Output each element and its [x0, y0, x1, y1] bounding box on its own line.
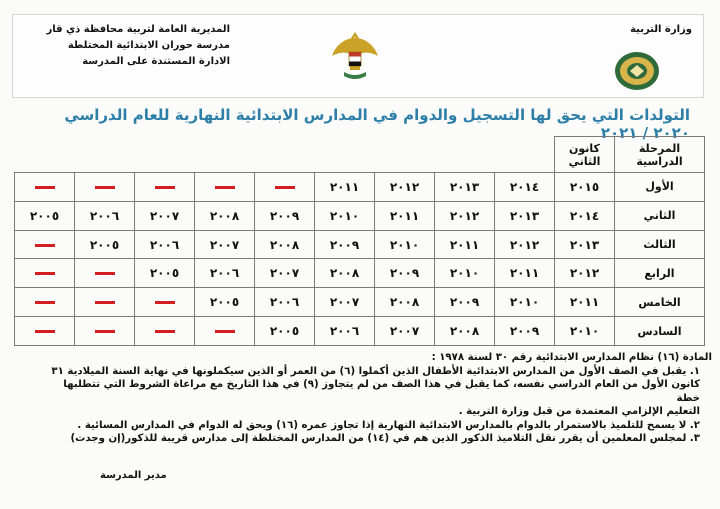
birth-year-cell: ٢٠١٥ [555, 173, 615, 202]
birth-year-cell: ٢٠٠٨ [315, 259, 375, 288]
empty-cell [195, 317, 255, 346]
birth-year-cell: ٢٠٠٨ [255, 230, 315, 259]
dash-mark [215, 330, 235, 333]
birth-year-cell: ٢٠١٣ [495, 201, 555, 230]
page-title: التولدات التي يحق لها التسجيل والدوام في المدارس الابتدائية النهارية للعام الدراسي ٢٠٢٠ / ٢٠٢١ [64, 106, 690, 142]
birth-year-cell: ٢٠٠٧ [315, 288, 375, 317]
birth-year-cell: ٢٠١٢ [495, 230, 555, 259]
birth-year-cell: ٢٠١٠ [495, 288, 555, 317]
stage-label: السادس [615, 317, 705, 346]
empty-cell [15, 230, 75, 259]
dash-mark [215, 186, 235, 189]
empty-cell [195, 173, 255, 202]
note-item-1-line-3: التعليم الإلزامي المعتمدة من قبل وزارة التربية . [458, 406, 700, 417]
dash-mark [35, 301, 55, 304]
birth-year-cell: ٢٠٠٨ [195, 201, 255, 230]
month-header: كانون الثاني [555, 137, 615, 173]
office-name: الادارة المستندة على المدرسة [82, 56, 230, 67]
birth-year-cell: ٢٠٠٥ [75, 230, 135, 259]
empty-cell [75, 317, 135, 346]
stage-label: الثالث [615, 230, 705, 259]
birth-year-cell: ٢٠١١ [375, 201, 435, 230]
table-row [15, 259, 705, 288]
birth-year-cell: ٢٠١٢ [435, 201, 495, 230]
empty-cell [255, 173, 315, 202]
dash-mark [95, 301, 115, 304]
table-row [15, 173, 705, 202]
ministry-name: وزارة التربية [630, 24, 692, 35]
ministry-logo-icon [612, 50, 662, 92]
birth-year-cell: ٢٠٠٩ [495, 317, 555, 346]
birth-year-cell: ٢٠١٣ [555, 230, 615, 259]
birth-year-cell: ٢٠١٢ [375, 173, 435, 202]
birth-year-cell: ٢٠٠٧ [135, 201, 195, 230]
notes-section [50, 351, 712, 446]
birth-year-cell: ٢٠١٤ [555, 201, 615, 230]
dash-mark [95, 186, 115, 189]
directorate-name: المديرية العامة لتربية محافظة ذي قار [46, 24, 230, 35]
birth-year-cell: ٢٠١٠ [315, 201, 375, 230]
birth-year-cell: ٢٠١٢ [555, 259, 615, 288]
birth-year-cell: ٢٠١٤ [495, 173, 555, 202]
empty-cell [135, 173, 195, 202]
stage-label: الخامس [615, 288, 705, 317]
birth-year-cell: ٢٠٠٧ [375, 317, 435, 346]
principal-signature: مدير المدرسة [100, 470, 167, 481]
birth-year-cell: ٢٠٠٦ [75, 201, 135, 230]
dash-mark [155, 330, 175, 333]
dash-mark [95, 272, 115, 275]
birth-year-cell: ٢٠١١ [435, 230, 495, 259]
dash-mark [155, 186, 175, 189]
table-header-row [15, 137, 705, 173]
birth-year-cell: ٢٠٠٦ [255, 288, 315, 317]
birth-year-cell: ٢٠٠٥ [135, 259, 195, 288]
birth-year-cell: ٢٠١١ [495, 259, 555, 288]
dash-mark [275, 186, 295, 189]
table-row [15, 288, 705, 317]
birth-year-cell: ٢٠١٠ [555, 317, 615, 346]
birth-year-cell: ٢٠٠٦ [315, 317, 375, 346]
birth-year-cell: ٢٠١١ [555, 288, 615, 317]
dash-mark [95, 330, 115, 333]
birth-year-cell: ٢٠٠٦ [135, 230, 195, 259]
letterhead-school-info [20, 22, 230, 70]
dash-mark [35, 330, 55, 333]
empty-cell [15, 173, 75, 202]
birth-year-cell: ٢٠١٣ [435, 173, 495, 202]
birth-year-cell: ٢٠٠٨ [435, 317, 495, 346]
dash-mark [35, 186, 55, 189]
notes-heading: المادة (١٦) نظام المدارس الابتدائية رقم ٣٠ لسنة ١٩٧٨ : [431, 352, 712, 363]
empty-cell [75, 173, 135, 202]
empty-cell [75, 259, 135, 288]
birth-year-cell: ٢٠٠٩ [255, 201, 315, 230]
table-row [15, 317, 705, 346]
empty-cell [135, 288, 195, 317]
birth-year-cell: ٢٠٠٨ [375, 288, 435, 317]
birth-year-cell: ٢٠٠٧ [255, 259, 315, 288]
dash-mark [35, 244, 55, 247]
note-item-1-line-2: كانون الأول من العام الدراسي نفسه، كما يقبل في هذا الصف من لم يتجاوز (٩) في هذا التاريخ مع مراعاة الشروط التي تتطلبها خطة [63, 379, 700, 404]
table-row [15, 201, 705, 230]
birth-year-cell: ٢٠٠٥ [195, 288, 255, 317]
birth-year-cell: ٢٠٠٧ [195, 230, 255, 259]
stage-label: الأول [615, 173, 705, 202]
birth-year-cell: ٢٠٠٥ [255, 317, 315, 346]
dash-mark [35, 272, 55, 275]
note-item-2: ٢. لا يسمح للتلميذ بالاستمرار بالدوام بالمدارس الابتدائية النهارية إذا تجاوز عمره (١٦) ويحق له الدوام في المدارس المسائية . [77, 419, 700, 431]
birth-year-cell: ٢٠٠٦ [195, 259, 255, 288]
dash-mark [155, 301, 175, 304]
empty-cell [75, 288, 135, 317]
stage-header: المرحلة الدراسية [615, 137, 705, 173]
enrollment-table [14, 136, 705, 346]
empty-cell [135, 317, 195, 346]
table-row [15, 230, 705, 259]
birth-year-cell: ٢٠٠٩ [375, 259, 435, 288]
birth-year-cell: ٢٠٠٩ [435, 288, 495, 317]
note-item-1-line-1: ١. يقبل في الصف الأول من المدارس الابتدائية الأطفال الذين أكملوا (٦) من العمر أو الذين سيكملونها في نهاية السنة الميلادية ٣١ [51, 365, 700, 377]
birth-year-cell: ٢٠١٠ [435, 259, 495, 288]
birth-year-cell: ٢٠١٠ [375, 230, 435, 259]
school-name: مدرسة حوران الابتدائية المختلطة [67, 40, 230, 51]
stage-label: الرابع [615, 259, 705, 288]
empty-cell [15, 317, 75, 346]
empty-cell [15, 288, 75, 317]
empty-cell [15, 259, 75, 288]
note-item-3: ٣. لمجلس المعلمين أن يقرر نقل التلاميذ الذكور الذين هم في (١٤) من المدارس المختلطة إلى مدارس قريبة للذكور(إن وجدت) [70, 433, 700, 444]
birth-year-cell: ٢٠١١ [315, 173, 375, 202]
stage-label: الثاني [615, 201, 705, 230]
birth-year-cell: ٢٠٠٥ [15, 201, 75, 230]
birth-year-cell: ٢٠٠٩ [315, 230, 375, 259]
eagle-emblem-icon [330, 26, 380, 86]
